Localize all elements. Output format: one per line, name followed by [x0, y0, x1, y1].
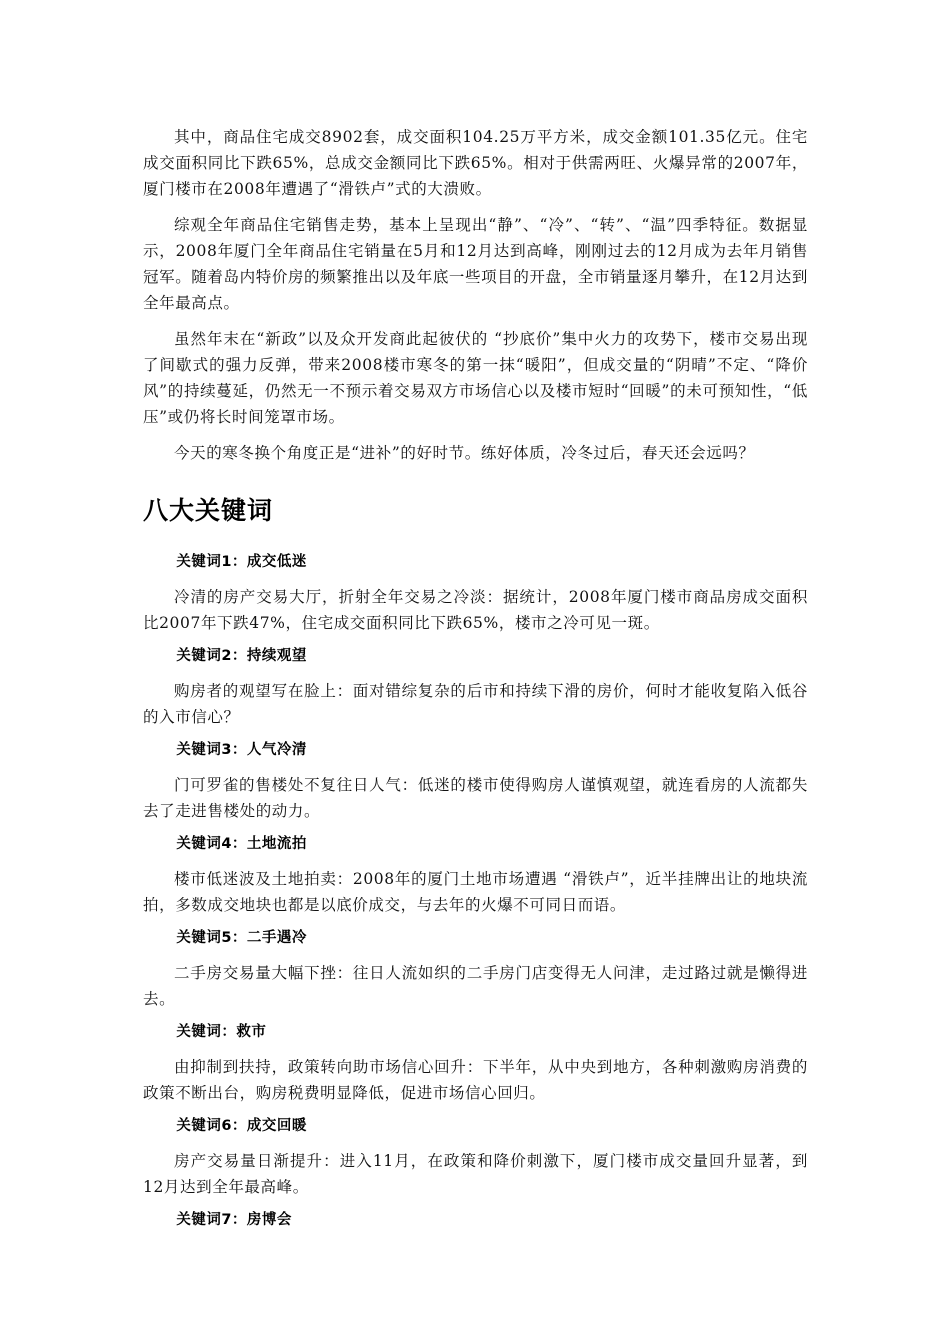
- keyword-text: 由抑制到扶持，政策转向助市场信心回升：下半年，从中央到地方，各种刺激购房消费的政策不断出台，购房税费明显降低，促进市场信心回归。: [143, 1058, 808, 1102]
- keyword-heading: 关键词3：人气冷清: [176, 742, 307, 758]
- keyword-block-6: [143, 1114, 808, 1200]
- keyword-heading: 关键词6：成交回暖: [176, 1118, 307, 1134]
- keyword-heading: 关键词4：土地流拍: [176, 836, 307, 852]
- keyword-text: 购房者的观望写在脸上：面对错综复杂的后市和持续下滑的房价，何时才能收复陷入低谷的入市信心？: [143, 682, 808, 726]
- keyword-text: 门可罗雀的售楼处不复往日人气：低迷的楼市使得购房人谨慎观望，就连看房的人流都失去了走进售楼处的动力。: [143, 776, 808, 820]
- keyword-heading: 关键词：救市: [176, 1024, 267, 1040]
- keyword-block-rescue: [143, 1020, 808, 1106]
- intro-paragraph-2: 综观全年商品住宅销售走势，基本上呈现出“静”、“冷”、“转”、“温”四季特征。数据显示，2008年厦门全年商品住宅销量在5月和12月达到高峰，刚刚过去的12月成为去年月销售冠军。随着岛内特价房的频繁推出以及年底一些项目的开盘，全市销量逐月攀升，在12月达到全年最高点。: [143, 216, 808, 312]
- keyword-block-2: [143, 644, 808, 730]
- keyword-text: 楼市低迷波及土地拍卖：2008年的厦门土地市场遭遇 “滑铁卢”，近半挂牌出让的地块流拍，多数成交地块也都是以底价成交，与去年的火爆不可同日而语。: [143, 870, 808, 914]
- keyword-heading: 关键词5：二手遇冷: [176, 930, 307, 946]
- keyword-heading: 关键词1：成交低迷: [176, 554, 307, 570]
- keyword-block-3: [143, 738, 808, 824]
- document-body: [143, 124, 808, 1242]
- keyword-text: 冷清的房产交易大厅，折射全年交易之冷淡：据统计，2008年厦门楼市商品房成交面积比2007年下跌47%，住宅成交面积同比下跌65%，楼市之冷可见一斑。: [143, 588, 808, 632]
- keyword-block-1: [143, 550, 808, 636]
- keyword-text: 房产交易量日渐提升：进入11月，在政策和降价刺激下，厦门楼市成交量回升显著，到12月达到全年最高峰。: [143, 1152, 808, 1196]
- keyword-text: 二手房交易量大幅下挫：往日人流如织的二手房门店变得无人问津，走过路过就是懒得进去。: [143, 964, 808, 1008]
- section-title: 八大关键词: [143, 496, 274, 525]
- keyword-block-7: [143, 1208, 808, 1232]
- keyword-heading: 关键词7：房博会: [176, 1212, 292, 1228]
- intro-paragraph-1: 其中，商品住宅成交8902套，成交面积104.25万平方米，成交金额101.35亿元。住宅成交面积同比下跌65%，总成交金额同比下跌65%。相对于供需两旺、火爆异常的2007年，厦门楼市在2008年遭遇了“滑铁卢”式的大溃败。: [143, 128, 808, 198]
- keyword-block-5: [143, 926, 808, 1012]
- intro-paragraph-4: 今天的寒冬换个角度正是“进补”的好时节。练好体质，冷冬过后，春天还会远吗？: [174, 444, 755, 462]
- keyword-heading: 关键词2：持续观望: [176, 648, 307, 664]
- intro-paragraph-3: 虽然年末在“新政”以及众开发商此起彼伏的 “抄底价”集中火力的攻势下，楼市交易出现了间歇式的强力反弹，带来2008楼市寒冬的第一抹“暖阳”，但成交量的“阴晴”不定、“降价风”的持续蔓延，仍然无一不预示着交易双方市场信心以及楼市短时“回暖”的未可预知性，“低压”或仍将长时间笼罩市场。: [143, 330, 808, 426]
- keyword-block-4: [143, 832, 808, 918]
